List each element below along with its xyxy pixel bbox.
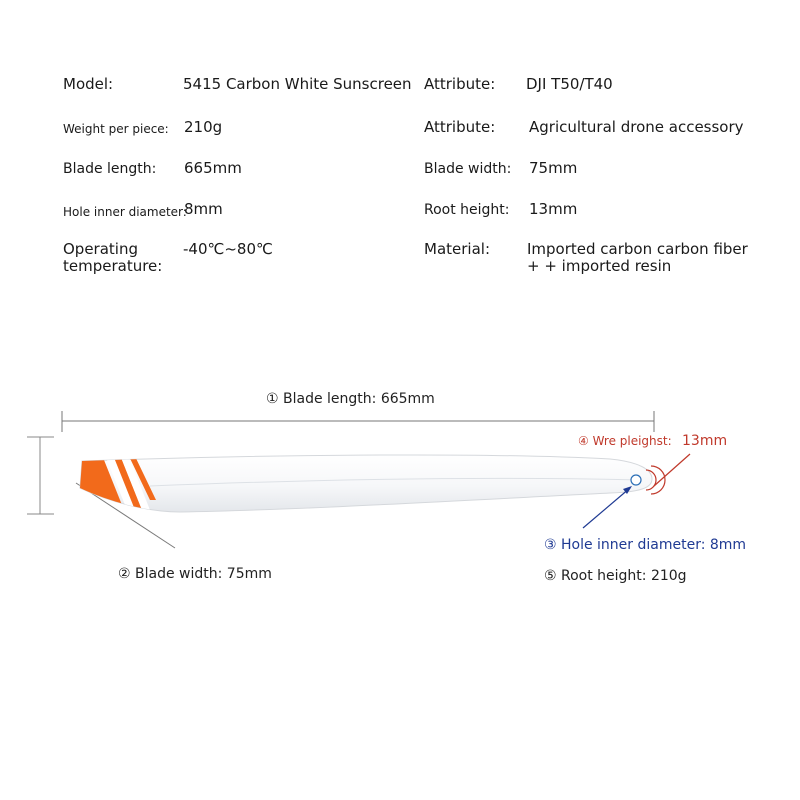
model-value: 5415 Carbon White Sunscreen <box>183 75 412 93</box>
material-label: Material: <box>424 240 490 258</box>
operating-temp-value: -40℃~80℃ <box>183 240 273 258</box>
hole-diameter-label: Hole inner diameter: <box>63 205 187 219</box>
hole-annotation: ③ Hole inner diameter: 8mm <box>544 537 747 553</box>
width-dimension-line <box>27 437 54 514</box>
model-label: Model: <box>63 75 114 93</box>
wire-height-annotation: ④ Wre pleighst: <box>578 434 672 448</box>
weight-label: Weight per piece: <box>63 122 169 136</box>
weight-value: 210g <box>184 118 223 136</box>
mount-hole-icon <box>631 475 641 485</box>
hole-diameter-value: 8mm <box>184 200 223 218</box>
blade-width-value: 75mm <box>529 159 578 177</box>
blade-width-label: Blade width: <box>424 161 512 177</box>
root-annotation: ⑤ Root height: 210g <box>544 568 687 584</box>
attribute-value-2: Agricultural drone accessory <box>529 118 744 136</box>
blade-length-value: 665mm <box>184 159 242 177</box>
blade-length-label: Blade length: <box>63 161 157 177</box>
root-height-marker <box>646 454 690 494</box>
propeller-blade <box>60 450 652 520</box>
root-height-value: 13mm <box>529 200 578 218</box>
attribute-value-1: DJI T50/T40 <box>526 75 613 93</box>
width-annotation: ② Blade width: 75mm <box>118 566 272 582</box>
wire-height-value: 13mm <box>682 433 728 449</box>
length-dimension-line <box>62 411 654 432</box>
length-annotation: ① Blade length: 665mm <box>266 391 435 407</box>
attribute-label-1: Attribute: <box>424 75 496 93</box>
attribute-label-2: Attribute: <box>424 118 496 136</box>
root-height-label: Root height: <box>424 202 510 218</box>
material-value: Imported carbon carbon fiber + + imported resin <box>527 240 748 275</box>
operating-temp-label: Operating temperature: <box>63 240 163 275</box>
